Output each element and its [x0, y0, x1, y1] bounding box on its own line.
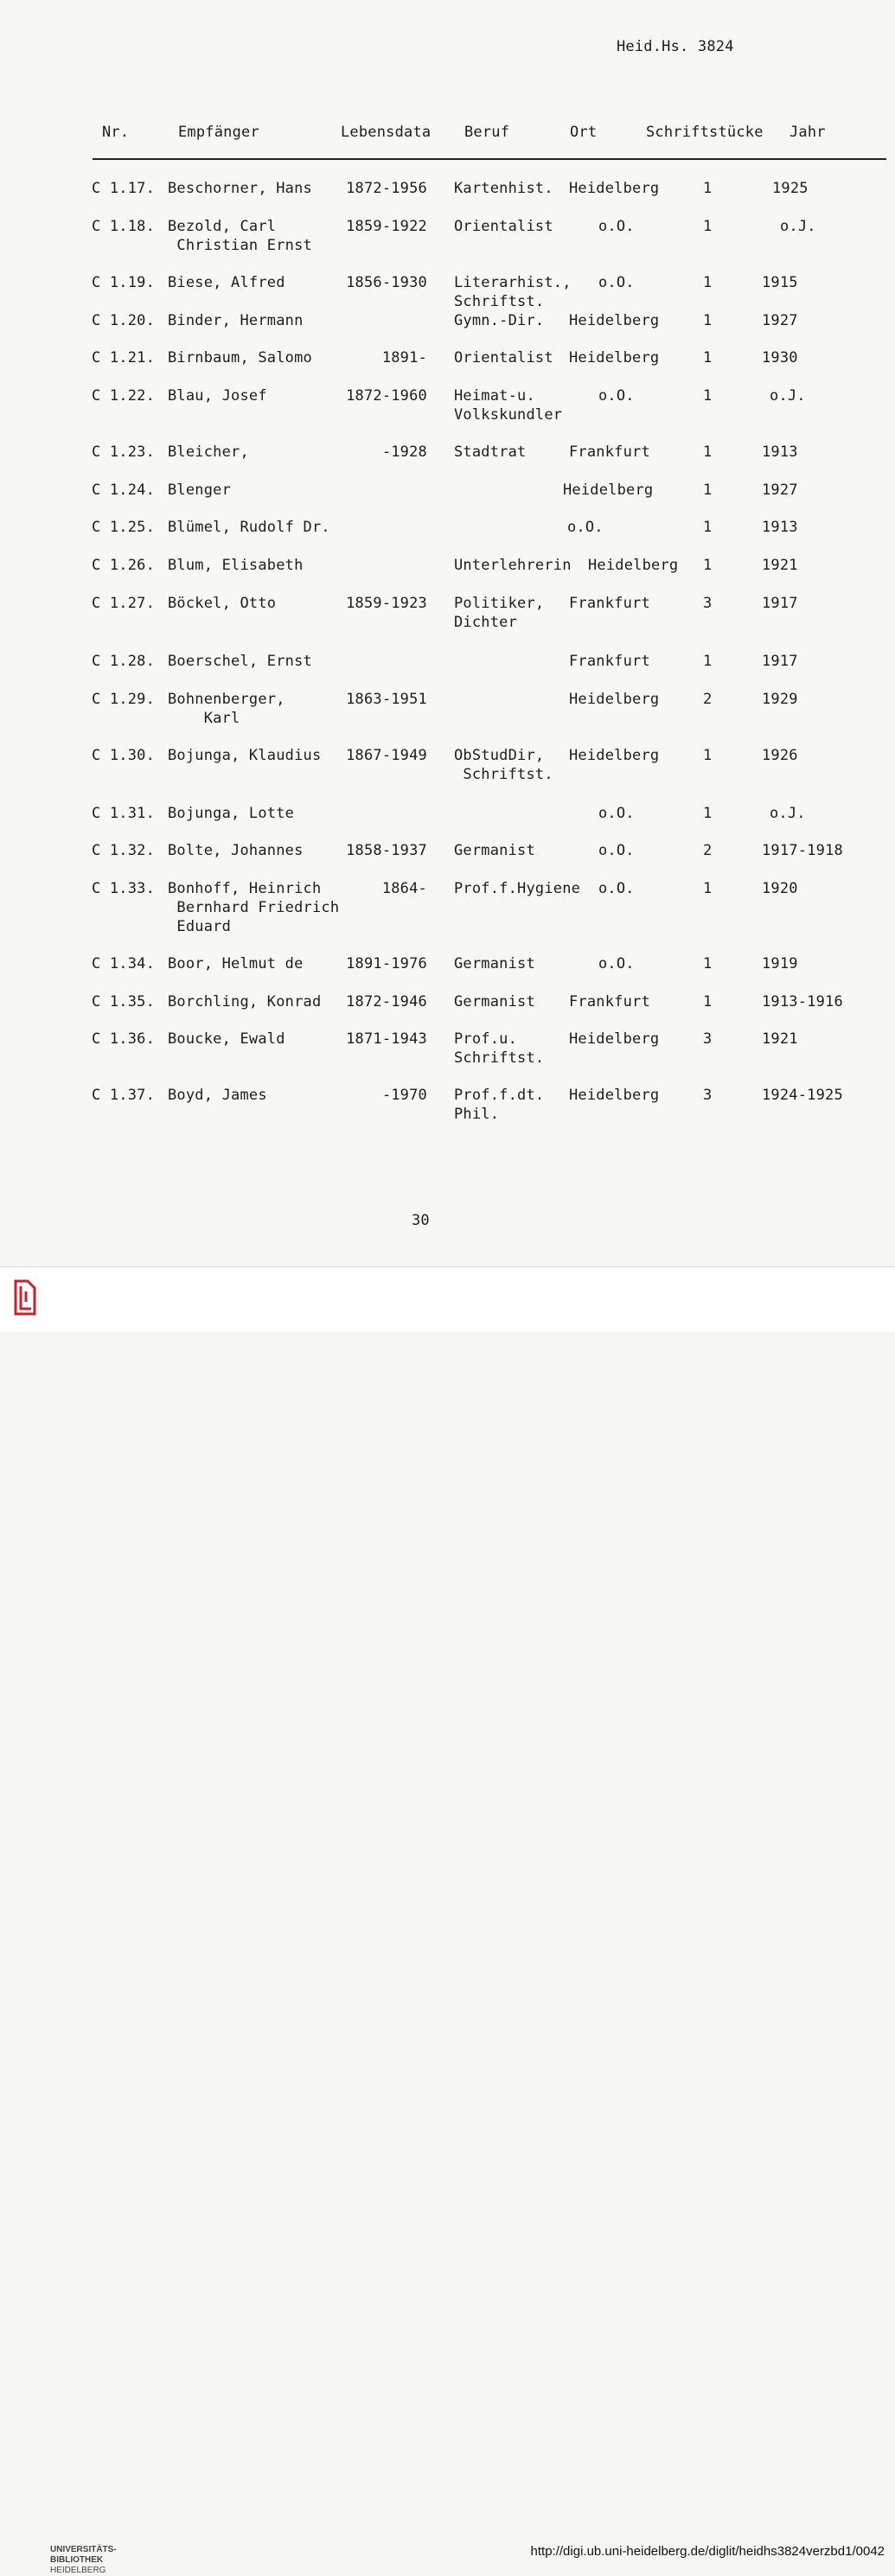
recipient-name: Boerschel, Ernst: [168, 653, 312, 670]
place: Heidelberg: [588, 557, 679, 574]
year: 1920: [762, 880, 798, 897]
year: 1915: [762, 274, 798, 291]
place: Heidelberg: [569, 1087, 660, 1104]
recipient-name: Blau, Josef: [168, 387, 267, 405]
place: o.O.: [598, 955, 635, 972]
recipient-name: Bernhard Friedrich: [168, 899, 340, 916]
life-dates: 1864-: [381, 880, 427, 897]
entry-number: C 1.23.: [92, 443, 156, 461]
document-count: 1: [703, 993, 713, 1011]
life-dates: 1872-1960: [346, 387, 427, 405]
life-dates: -1970: [381, 1087, 427, 1104]
place: Heidelberg: [563, 481, 654, 499]
year: 1913-1916: [762, 993, 843, 1011]
document-count: 1: [703, 349, 713, 367]
profession: Literarhist.,: [454, 274, 572, 291]
recipient-name: Bezold, Carl: [168, 218, 277, 235]
document-count: 1: [703, 805, 713, 822]
entry-number: C 1.29.: [92, 691, 156, 708]
recipient-name: Boucke, Ewald: [168, 1030, 285, 1048]
header-schriftstuecke: Schriftstücke: [646, 124, 764, 141]
recipient-name: Bojunga, Lotte: [168, 805, 295, 822]
year: o.J.: [770, 387, 806, 405]
place: Heidelberg: [569, 1030, 660, 1048]
header-rule: [93, 158, 886, 160]
year: 1913: [762, 519, 798, 536]
profession: Stadtrat: [454, 443, 527, 461]
logo-line-1: UNIVERSITÄTS-: [50, 2545, 117, 2554]
recipient-name: Blümel, Rudolf Dr.: [168, 519, 330, 536]
page-number: 30: [412, 1212, 430, 1229]
document-count: 1: [703, 747, 713, 764]
profession: Politiker,: [454, 595, 545, 612]
logo-line-2: BIBLIOTHEK: [50, 2555, 104, 2565]
recipient-name: Karl: [168, 710, 240, 727]
recipient-name: Bleicher,: [168, 443, 249, 461]
entry-number: C 1.18.: [92, 218, 156, 235]
life-dates: 1858-1937: [346, 842, 427, 859]
entry-number: C 1.25.: [92, 519, 156, 536]
entry-number: C 1.35.: [92, 993, 156, 1011]
entry-number: C 1.27.: [92, 595, 156, 612]
entry-number: C 1.26.: [92, 557, 156, 574]
year: 1929: [762, 691, 798, 708]
recipient-name: Bonhoff, Heinrich: [168, 880, 322, 897]
profession: ObStudDir,: [454, 747, 545, 764]
profession: Unterlehrerin: [454, 557, 572, 574]
entry-number: C 1.17.: [92, 180, 156, 197]
life-dates: 1872-1956: [346, 180, 427, 197]
header-empfaenger: Empfänger: [178, 124, 259, 141]
profession: Germanist: [454, 842, 535, 859]
library-logo-text: [50, 2545, 117, 2576]
header-nr: Nr.: [102, 124, 130, 141]
profession: Kartenhist.: [454, 180, 553, 197]
entry-number: C 1.22.: [92, 387, 156, 405]
document-count: 1: [703, 519, 713, 536]
entry-number: C 1.37.: [92, 1087, 156, 1104]
document-count: 1: [703, 443, 713, 461]
recipient-name: Bolte, Johannes: [168, 842, 304, 859]
place: Heidelberg: [569, 312, 660, 329]
life-dates: 1891-: [381, 349, 427, 367]
entry-number: C 1.34.: [92, 955, 156, 972]
place: Frankfurt: [569, 993, 650, 1011]
year: 1919: [762, 955, 798, 972]
header-ort: Ort: [570, 124, 598, 141]
profession: Orientalist: [454, 218, 553, 235]
recipient-name: Biese, Alfred: [168, 274, 285, 291]
source-url-link[interactable]: http://digi.ub.uni-heidelberg.de/diglit/heidhs3824verzbd1/0042: [530, 2544, 885, 2559]
place: Heidelberg: [569, 349, 660, 367]
document-count: 1: [703, 218, 713, 235]
year: 1927: [762, 312, 798, 329]
place: o.O.: [598, 387, 635, 405]
entry-number: C 1.36.: [92, 1030, 156, 1048]
entry-number: C 1.19.: [92, 274, 156, 291]
document-count: 1: [703, 274, 713, 291]
life-dates: 1867-1949: [346, 747, 427, 764]
library-logo-icon: [9, 1276, 43, 1319]
entry-number: C 1.31.: [92, 805, 156, 822]
entry-number: C 1.30.: [92, 747, 156, 764]
profession: Dichter: [454, 614, 518, 631]
year: o.J.: [770, 805, 806, 822]
place: Frankfurt: [569, 595, 650, 612]
place: o.O.: [567, 519, 604, 536]
document-count: 1: [703, 653, 713, 670]
year: 1913: [762, 443, 798, 461]
place: Frankfurt: [569, 653, 650, 670]
place: Heidelberg: [569, 747, 660, 764]
life-dates: 1859-1923: [346, 595, 427, 612]
header-lebensdata: Lebensdata: [341, 124, 432, 141]
life-dates: 1863-1951: [346, 691, 427, 708]
place: o.O.: [598, 218, 635, 235]
document-count: 3: [703, 1087, 713, 1104]
recipient-name: Eduard: [168, 918, 232, 935]
recipient-name: Blenger: [168, 481, 232, 499]
recipient-name: Boyd, James: [168, 1087, 267, 1104]
document-count: 1: [703, 880, 713, 897]
profession: Volkskundler: [454, 406, 563, 424]
place: o.O.: [598, 805, 635, 822]
profession: Schriftst.: [454, 293, 545, 310]
recipient-name: Borchling, Konrad: [168, 993, 322, 1011]
life-dates: 1859-1922: [346, 218, 427, 235]
life-dates: 1871-1943: [346, 1030, 427, 1048]
entry-number: C 1.32.: [92, 842, 156, 859]
place: Heidelberg: [569, 691, 660, 708]
year: 1917: [762, 595, 798, 612]
document-count: 1: [703, 387, 713, 405]
document-count: 3: [703, 595, 713, 612]
recipient-name: Beschorner, Hans: [168, 180, 312, 197]
place: o.O.: [598, 880, 635, 897]
recipient-name: Bohnenberger,: [168, 691, 285, 708]
place: Heidelberg: [569, 180, 660, 197]
profession: Germanist: [454, 955, 535, 972]
profession: Phil.: [454, 1106, 500, 1123]
recipient-name: Bojunga, Klaudius: [168, 747, 322, 764]
year: 1921: [762, 1030, 798, 1048]
life-dates: 1891-1976: [346, 955, 427, 972]
recipient-name: Binder, Hermann: [168, 312, 304, 329]
year: 1921: [762, 557, 798, 574]
year: 1927: [762, 481, 798, 499]
document-count: 3: [703, 1030, 713, 1048]
document-count: 2: [703, 691, 713, 708]
document-count: 1: [703, 180, 713, 197]
profession: Schriftst.: [454, 1049, 545, 1067]
profession: Prof.u.: [454, 1030, 518, 1048]
place: o.O.: [598, 274, 635, 291]
profession: Gymn.-Dir.: [454, 312, 545, 329]
year: 1917: [762, 653, 798, 670]
profession: Heimat-u.: [454, 387, 535, 405]
year: 1926: [762, 747, 798, 764]
document-count: 1: [703, 955, 713, 972]
recipient-name: Boor, Helmut de: [168, 955, 304, 972]
place: o.O.: [598, 842, 635, 859]
life-dates: -1928: [381, 443, 427, 461]
document-page: [0, 0, 895, 1266]
entry-number: C 1.20.: [92, 312, 156, 329]
header-jahr: Jahr: [790, 124, 826, 141]
profession: Germanist: [454, 993, 535, 1011]
entry-number: C 1.28.: [92, 653, 156, 670]
year: 1917-1918: [762, 842, 843, 859]
year: 1925: [772, 180, 809, 197]
signature: Heid.Hs. 3824: [617, 38, 734, 55]
document-count: 1: [703, 557, 713, 574]
life-dates: 1856-1930: [346, 274, 427, 291]
document-count: 1: [703, 312, 713, 329]
place: Frankfurt: [569, 443, 650, 461]
profession: Prof.f.dt.: [454, 1087, 545, 1104]
recipient-name: Birnbaum, Salomo: [168, 349, 312, 367]
life-dates: 1872-1946: [346, 993, 427, 1011]
footer-bar: [0, 1266, 895, 2575]
recipient-name: Blum, Elisabeth: [168, 557, 304, 574]
logo-line-3: HEIDELBERG: [50, 2566, 106, 2575]
document-count: 2: [703, 842, 713, 859]
profession: Schriftst.: [454, 766, 553, 783]
year: 1924-1925: [762, 1087, 843, 1104]
header-beruf: Beruf: [464, 124, 510, 141]
profession: Orientalist: [454, 349, 553, 367]
entry-number: C 1.33.: [92, 880, 156, 897]
recipient-name: Böckel, Otto: [168, 595, 277, 612]
entry-number: C 1.21.: [92, 349, 156, 367]
profession: Prof.f.Hygiene: [454, 880, 581, 897]
entry-number: C 1.24.: [92, 481, 156, 499]
year: o.J.: [780, 218, 816, 235]
recipient-name: Christian Ernst: [168, 237, 312, 254]
document-count: 1: [703, 481, 713, 499]
year: 1930: [762, 349, 798, 367]
